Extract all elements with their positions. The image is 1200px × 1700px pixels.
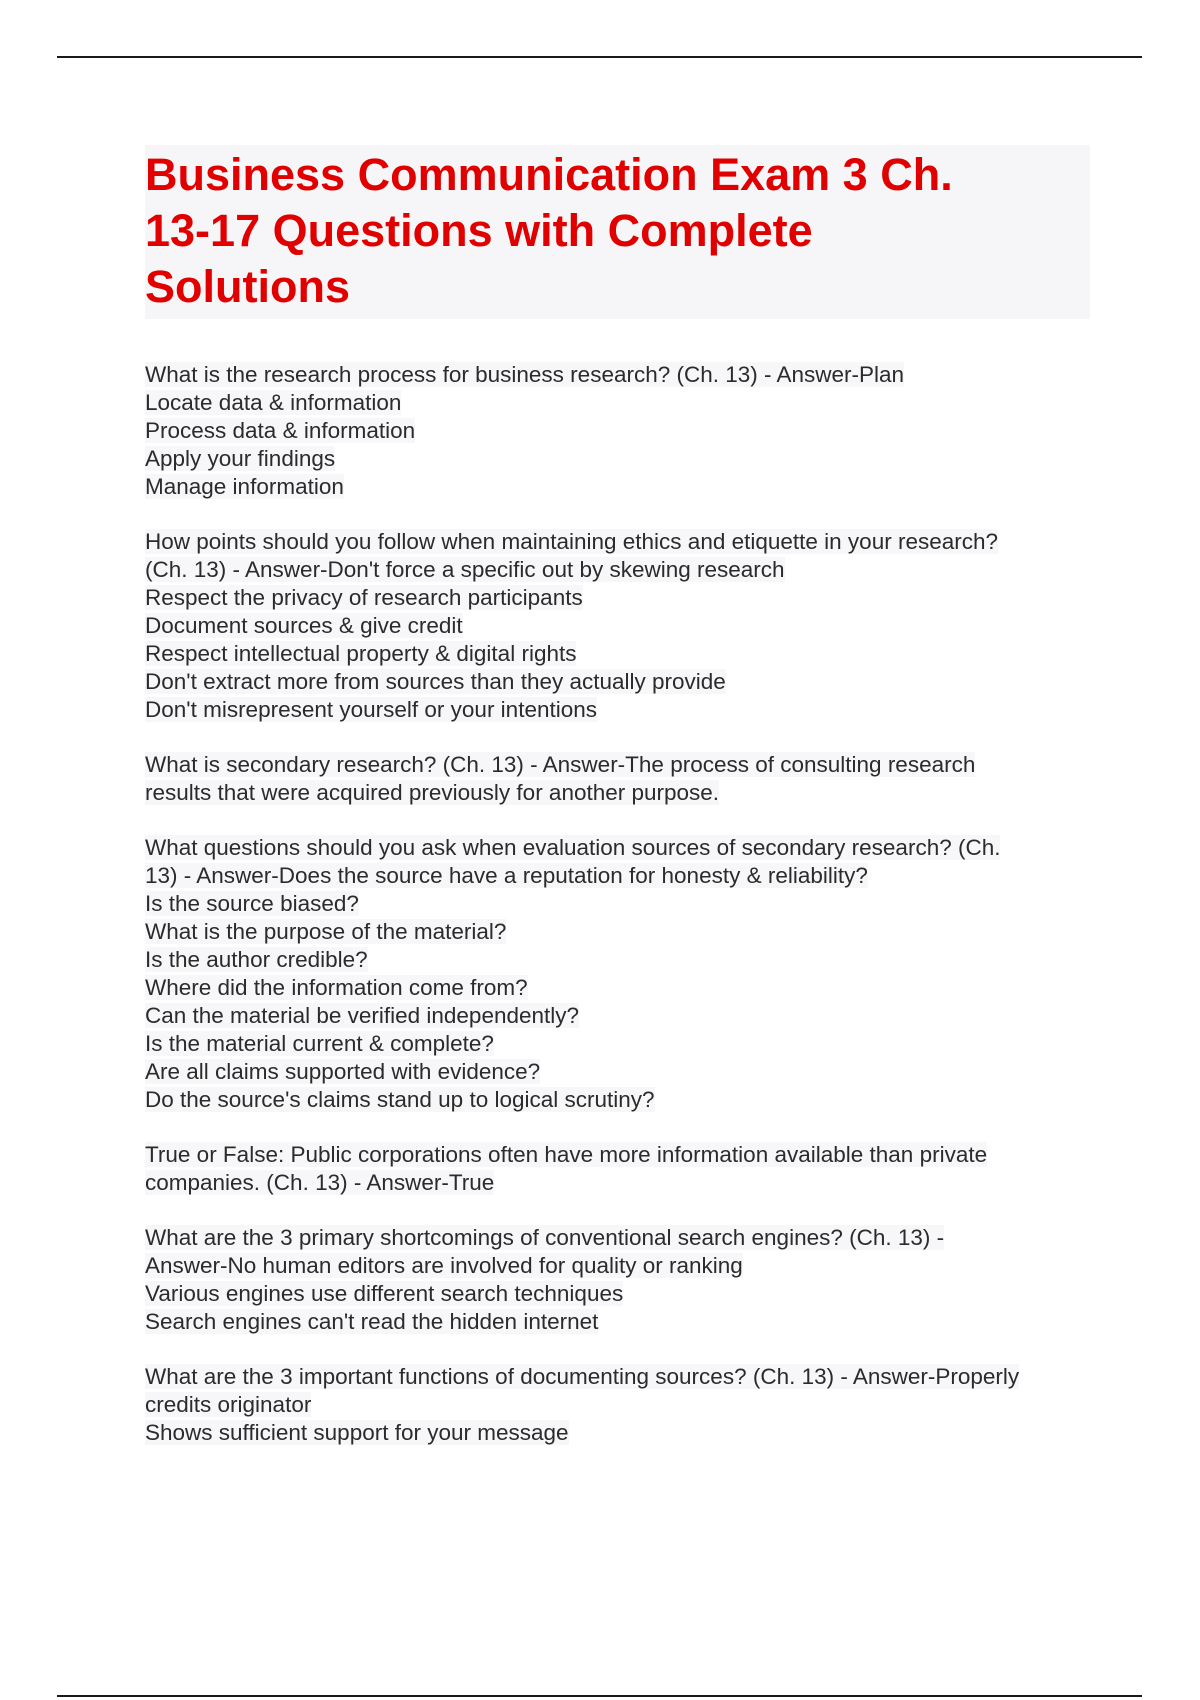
qa-line — [145, 417, 1090, 445]
qa-line-text: Document sources & give credit — [145, 613, 463, 638]
qa-line-text: Answer-No human editors are involved for quality or ranking — [145, 1253, 743, 1278]
qa-line-text: Don't extract more from sources than they actually provide — [145, 669, 726, 694]
qa-line-text: companies. (Ch. 13) - Answer-True — [145, 1170, 495, 1195]
top-rule — [57, 56, 1142, 58]
qa-line-text: Search engines can't read the hidden internet — [145, 1309, 599, 1334]
qa-line-text: results that were acquired previously for another purpose. — [145, 780, 720, 805]
qa-line-text: Is the author credible? — [145, 947, 368, 972]
title-block — [145, 145, 1090, 319]
qa-line — [145, 1391, 1090, 1419]
qa-line-text: Locate data & information — [145, 390, 402, 415]
qa-line-text: Manage information — [145, 474, 344, 499]
qa-item — [145, 834, 1090, 1114]
qa-line — [145, 1224, 1090, 1252]
qa-line — [145, 862, 1090, 890]
qa-line — [145, 584, 1090, 612]
qa-line-text: What are the 3 important functions of documenting sources? (Ch. 13) - Answer-Properly — [145, 1364, 1020, 1389]
qa-line-text: Do the source's claims stand up to logical scrutiny? — [145, 1087, 655, 1112]
bottom-rule — [57, 1695, 1142, 1697]
qa-line — [145, 1169, 1090, 1197]
qa-line-text: Where did the information come from? — [145, 975, 528, 1000]
qa-line — [145, 528, 1090, 556]
qa-line — [145, 473, 1090, 501]
qa-line-text: What questions should you ask when evaluation sources of secondary research? (Ch. — [145, 835, 1001, 860]
qa-item — [145, 1141, 1090, 1197]
title-line: 13-17 Questions with Complete — [145, 205, 813, 256]
qa-line — [145, 668, 1090, 696]
qa-item — [145, 751, 1090, 807]
document-body — [145, 145, 1090, 1474]
qa-line — [145, 974, 1090, 1002]
qa-line-text: Is the source biased? — [145, 891, 359, 916]
qa-line-text: True or False: Public corporations often have more information available than private — [145, 1142, 988, 1167]
qa-line-text: Respect intellectual property & digital rights — [145, 641, 577, 666]
qa-line — [145, 1086, 1090, 1114]
qa-line — [145, 1141, 1090, 1169]
qa-list — [145, 361, 1090, 1447]
qa-line — [145, 1308, 1090, 1336]
qa-line-text: credits originator — [145, 1392, 312, 1417]
qa-line — [145, 1252, 1090, 1280]
qa-line-text: Are all claims supported with evidence? — [145, 1059, 541, 1084]
qa-line — [145, 890, 1090, 918]
qa-line — [145, 389, 1090, 417]
qa-item — [145, 528, 1090, 724]
qa-line — [145, 696, 1090, 724]
qa-line-text: Process data & information — [145, 418, 416, 443]
qa-line-text: Apply your findings — [145, 446, 336, 471]
qa-line — [145, 1058, 1090, 1086]
qa-item — [145, 1224, 1090, 1336]
qa-line — [145, 779, 1090, 807]
title-line: Business Communication Exam 3 Ch. — [145, 149, 953, 200]
qa-line-text: (Ch. 13) - Answer-Don't force a specific out by skewing research — [145, 557, 785, 582]
document-title — [145, 147, 1090, 315]
qa-line — [145, 1002, 1090, 1030]
qa-line — [145, 556, 1090, 584]
qa-line-text: Is the material current & complete? — [145, 1031, 494, 1056]
qa-line — [145, 1280, 1090, 1308]
qa-line — [145, 361, 1090, 389]
qa-line — [145, 1363, 1090, 1391]
qa-line-text: What are the 3 primary shortcomings of conventional search engines? (Ch. 13) - — [145, 1225, 945, 1250]
qa-line — [145, 1419, 1090, 1447]
qa-line-text: Can the material be verified independently? — [145, 1003, 580, 1028]
qa-line-text: Don't misrepresent yourself or your intentions — [145, 697, 597, 722]
qa-line-text: 13) - Answer-Does the source have a reputation for honesty & reliability? — [145, 863, 868, 888]
qa-line-text: What is the purpose of the material? — [145, 919, 507, 944]
qa-line — [145, 445, 1090, 473]
qa-line-text: Various engines use different search techniques — [145, 1281, 624, 1306]
qa-item — [145, 1363, 1090, 1447]
title-line: Solutions — [145, 261, 350, 312]
qa-line — [145, 612, 1090, 640]
qa-line — [145, 918, 1090, 946]
qa-line-text: What is the research process for business research? (Ch. 13) - Answer-Plan — [145, 362, 905, 387]
qa-line — [145, 1030, 1090, 1058]
qa-item — [145, 361, 1090, 501]
qa-line — [145, 751, 1090, 779]
qa-line-text: Shows sufficient support for your message — [145, 1420, 569, 1445]
qa-line — [145, 834, 1090, 862]
qa-line-text: How points should you follow when maintaining ethics and etiquette in your research? — [145, 529, 999, 554]
qa-line-text: Respect the privacy of research participants — [145, 585, 583, 610]
qa-line — [145, 946, 1090, 974]
qa-line — [145, 640, 1090, 668]
qa-line-text: What is secondary research? (Ch. 13) - Answer-The process of consulting research — [145, 752, 976, 777]
